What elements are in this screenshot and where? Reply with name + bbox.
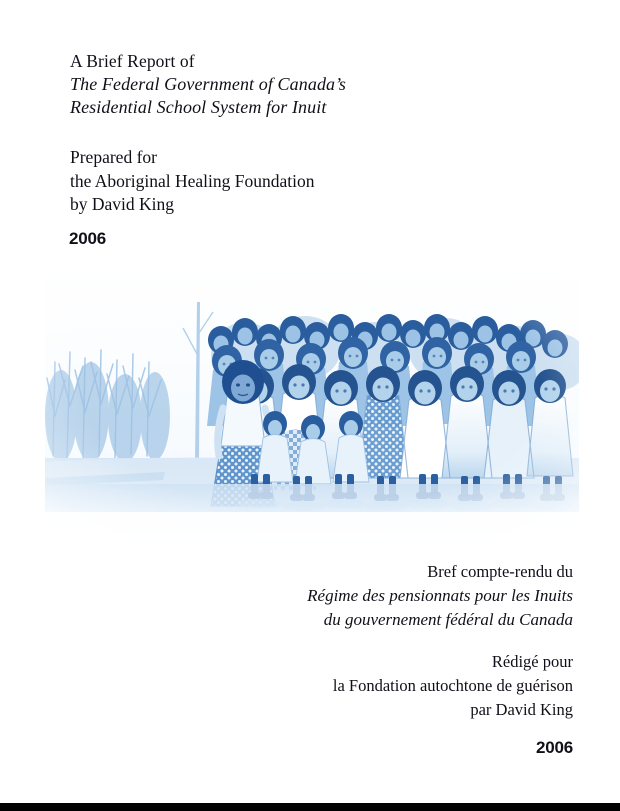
cover-photograph	[45, 266, 579, 556]
bottom-black-band	[0, 803, 620, 811]
french-title-block	[153, 560, 573, 632]
english-credits-line-3: by David King	[70, 194, 175, 214]
french-title-line-3: du gouvernement fédéral du Canada	[323, 610, 573, 629]
english-credits-line-1: Prepared for	[70, 147, 157, 167]
english-title-line-1: A Brief Report of	[70, 51, 195, 71]
english-title-line-2: The Federal Government of Canada’s	[70, 74, 347, 94]
french-year: 2006	[535, 738, 573, 757]
french-credits-line-3: par David King	[470, 700, 573, 719]
english-year: 2006	[69, 229, 107, 248]
french-title-line-1: Bref compte-rendu du	[427, 562, 573, 581]
french-title-line-2: Régime des pensionnats pour les Inuits	[307, 586, 573, 605]
english-title-line-3: Residential School System for Inuit	[70, 97, 327, 117]
french-credits-line-1: Rédigé pour	[491, 652, 573, 671]
english-credits-line-2: the Aboriginal Healing Foundation	[70, 170, 315, 191]
english-title-block	[70, 50, 500, 119]
english-credits-block	[70, 146, 500, 217]
french-credits-line-2: la Fondation autochtone de guérison	[332, 676, 573, 695]
french-credits-block	[153, 650, 573, 722]
